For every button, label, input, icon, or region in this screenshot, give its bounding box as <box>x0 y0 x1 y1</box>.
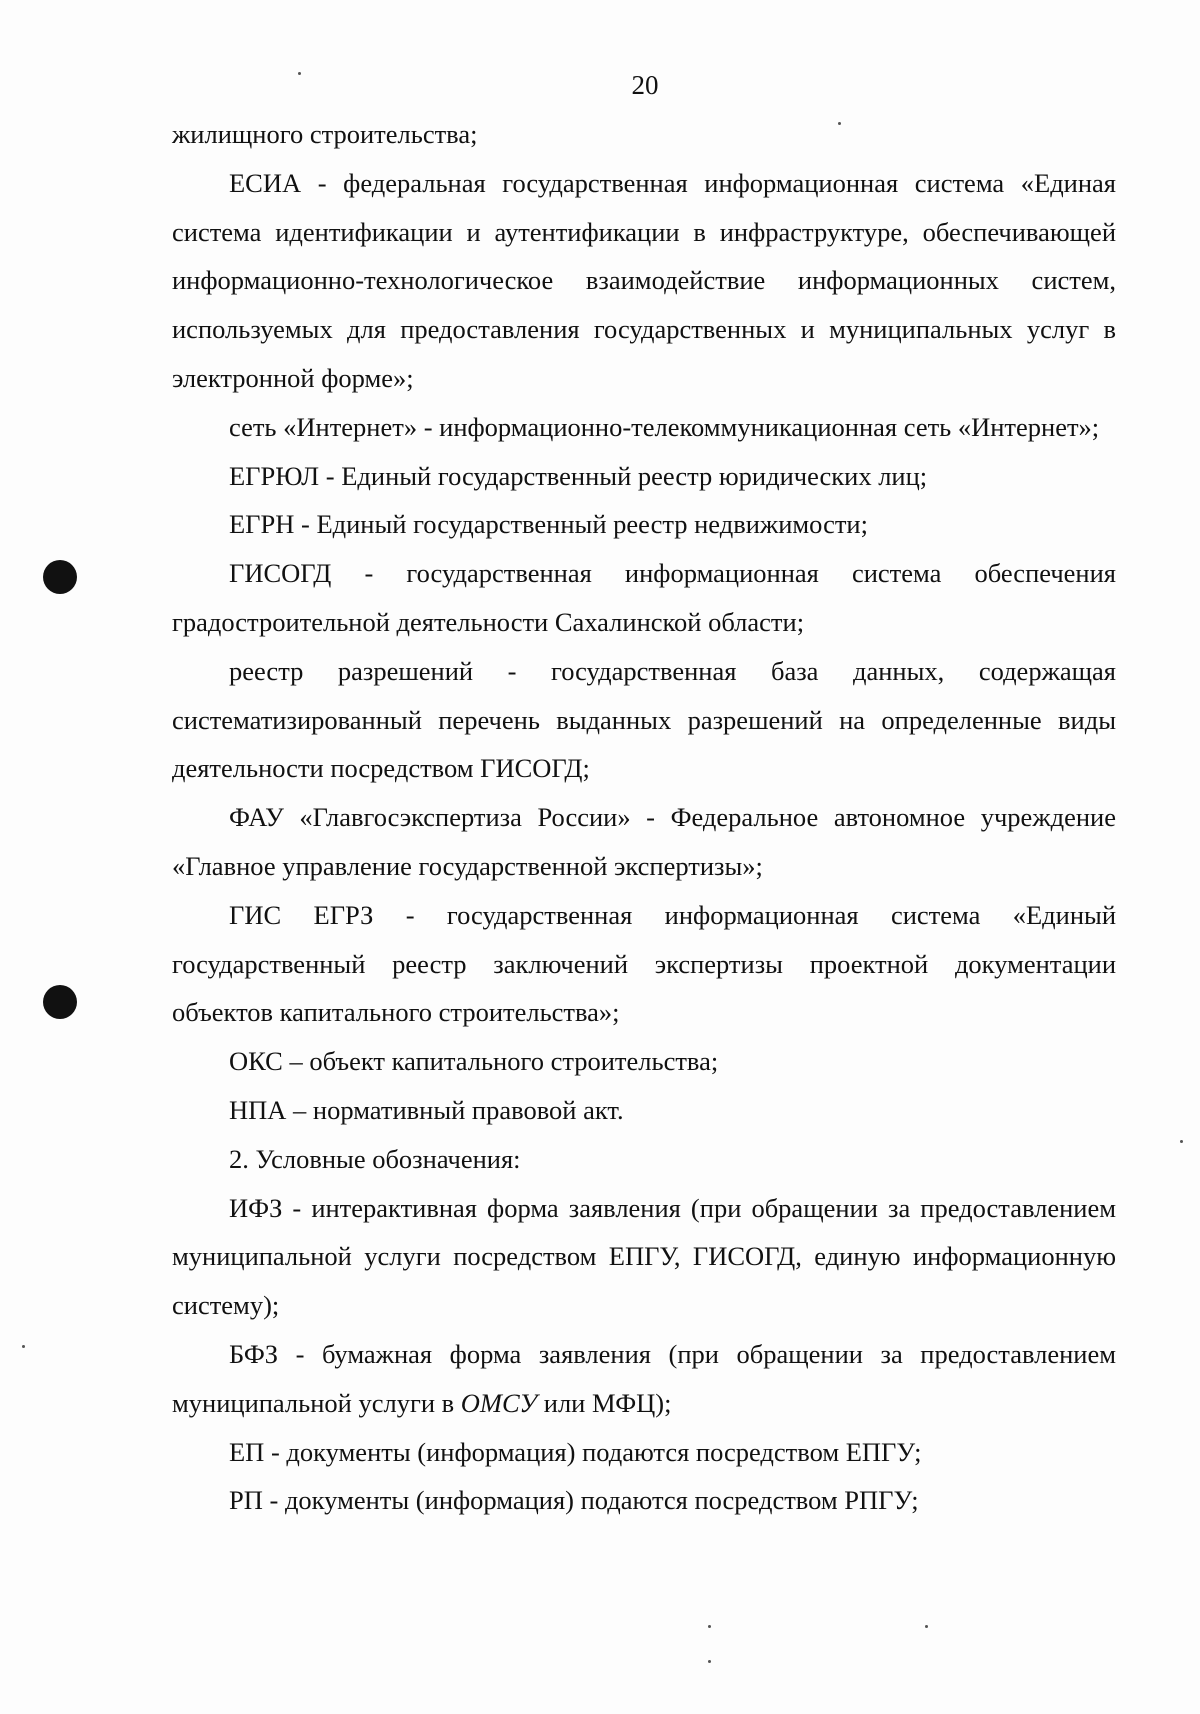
paragraph: ЕГРН - Единый государственный реестр недвижимости; <box>229 509 868 540</box>
paragraph: сеть «Интернет» - информационно-телекоммуникационная сеть «Интернет»; <box>229 411 1100 442</box>
paragraph: ЕГРЮЛ - Единый государственный реестр юридических лиц; <box>229 460 928 491</box>
punch-hole <box>43 985 77 1019</box>
paragraph: НПА – нормативный правовой акт. <box>229 1094 624 1125</box>
scan-speck <box>925 1625 928 1628</box>
paragraph-text: БФЗ - бумажная форма заявления (при обращении за предоставлением муниципальной услуги в <box>172 1338 1116 1418</box>
paragraph: ЕП - документы (информация) подаются посредством ЕПГУ; <box>229 1436 922 1467</box>
paragraph: жилищного строительства; <box>172 119 478 149</box>
page-number: 20 <box>631 70 659 100</box>
paragraph: реестр разрешений - государственная база данных, содержащая систематизированный перечень выданных разрешений на определенные виды деятельности посредством ГИСОГД; <box>172 655 1116 784</box>
scan-speck <box>1180 1140 1183 1143</box>
paragraph: ОКС – объект капитального строительства; <box>229 1046 719 1077</box>
punch-hole <box>43 560 77 594</box>
document-body <box>172 110 1116 1525</box>
paragraph-text: или МФЦ); <box>537 1387 672 1418</box>
paragraph: ЕСИА - федеральная государственная информационная система «Единая система идентификации и аутентификации в инфраструктуре, обеспечивающей информационно-технологическое взаимодействие информационных систем, используемых для предоставления государственных и муниципальных услуг в электронной форме»; <box>172 167 1116 393</box>
scan-speck <box>298 72 301 75</box>
paragraph: ФАУ «Главгосэкспертиза России» - Федеральное автономное учреждение «Главное управление государственной экспертизы»; <box>172 802 1116 881</box>
paragraph: ГИСОГД - государственная информационная система обеспечения градостроительной деятельности Сахалинской области; <box>172 558 1116 637</box>
paragraph: РП - документы (информация) подаются посредством РПГУ; <box>229 1485 919 1516</box>
abbreviation-italic: ОМСУ <box>460 1387 538 1418</box>
paragraph <box>172 1330 1116 1428</box>
scan-speck <box>708 1660 711 1663</box>
paragraph: ИФЗ - интерактивная форма заявления (при обращении за предоставлением муниципальной услуги посредством ЕПГУ, ГИСОГД, единую информационную систему); <box>172 1192 1116 1321</box>
scan-speck <box>708 1625 711 1628</box>
section-heading: 2. Условные обозначения: <box>229 1143 521 1174</box>
paragraph: ГИС ЕГРЗ - государственная информационная система «Единый государственный реестр заключений экспертизы проектной документации объектов капитального строительства»; <box>172 899 1116 1028</box>
scan-speck <box>22 1345 25 1348</box>
